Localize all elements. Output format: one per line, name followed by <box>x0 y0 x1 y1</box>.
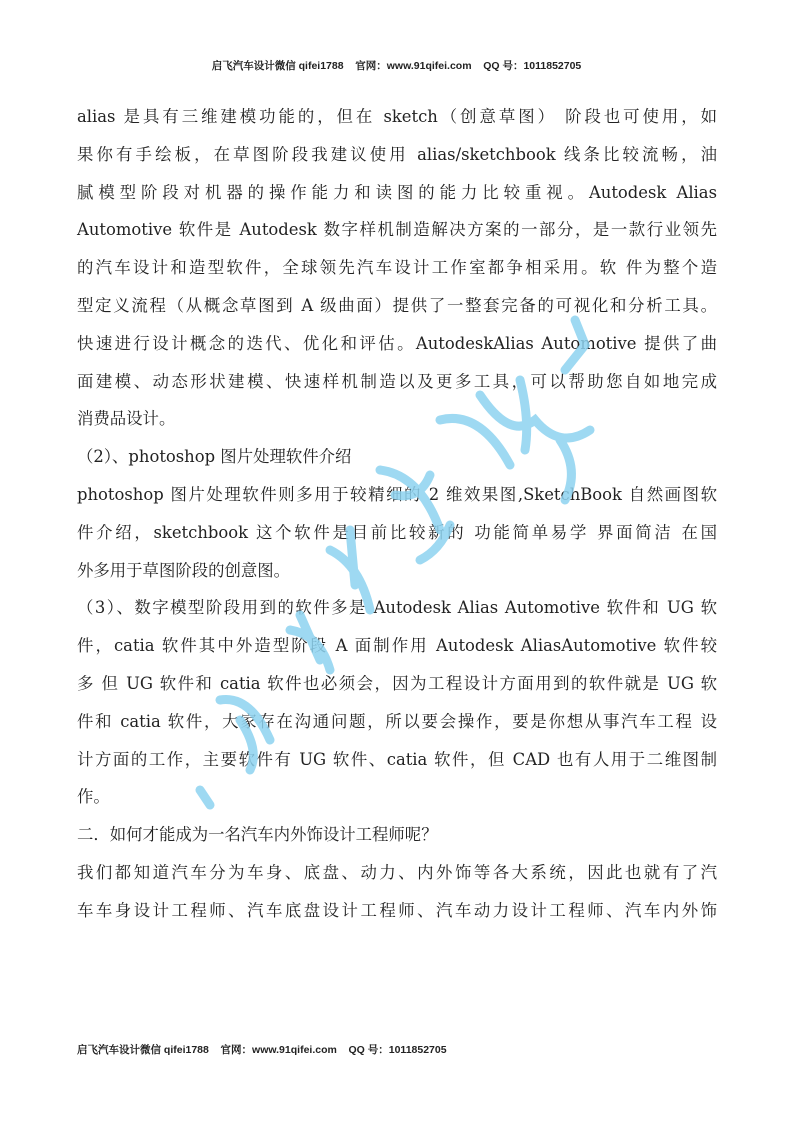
text-line: 面建模、动态形状建模、快速样机制造以及更多工具，可以帮助您自如地完成 <box>77 371 717 391</box>
text-line: 我们都知道汽车分为车身、底盘、动力、内外饰等各大系统，因此也就有了汽 <box>77 862 717 882</box>
text-line: （3）、数字模型阶段用到的软件多是 Autodesk Alias Automotive 软件和 UG 软 <box>77 598 717 618</box>
text-line: 外多用于草图阶段的创意图。 <box>77 560 291 580</box>
text-line: 腻模型阶段对机器的操作能力和读图的能力比较重视。Autodesk Alias <box>77 182 717 202</box>
text-line: 快速进行设计概念的迭代、优化和评估。AutodeskAlias Automotive 提供了曲 <box>77 333 717 353</box>
text-line: 果你有手绘板，在草图阶段我建议使用 alias/sketchbook 线条比较流畅，油 <box>77 144 717 164</box>
text-line: 件，catia 软件其中外造型阶段 A 面制作用 Autodesk AliasAutomotive 软件较 <box>77 636 717 656</box>
body-text <box>77 98 717 930</box>
section-heading: 二．如何才能成为一名汽车内外饰设计工程师呢？ <box>77 825 438 845</box>
page-footer: 启飞汽车设计微信 qifei1788 官网：www.91qifei.com QQ 号：1011852705 <box>77 1044 447 1056</box>
text-line: photoshop 图片处理软件则多用于较精细的 2 维效果图,SketchBook 自然画图软 <box>77 484 717 504</box>
text-line: 作。 <box>77 787 110 807</box>
page-header: 启飞汽车设计微信 qifei1788 官网：www.91qifei.com QQ 号：1011852705 <box>211 60 582 72</box>
text-line: 件介绍，sketchbook 这个软件是目前比较新的 功能简单易学 界面简洁 在国 <box>77 522 717 542</box>
text-line: 计方面的工作，主要软件有 UG 软件、catia 软件，但 CAD 也有人用于二维图制 <box>77 749 717 769</box>
text-line: 车车身设计工程师、汽车底盘设计工程师、汽车动力设计工程师、汽车内外饰 <box>77 900 717 920</box>
text-line: 消费品设计。 <box>77 409 176 429</box>
text-line: Automotive 软件是 Autodesk 数字样机制造解决方案的一部分，是一款行业领先 <box>77 220 717 240</box>
text-line: 多 但 UG 软件和 catia 软件也必须会，因为工程设计方面用到的软件就是 UG 软 <box>77 673 717 693</box>
text-line: alias 是具有三维建模功能的，但在 sketch（创意草图） 阶段也可使用，如 <box>77 107 717 126</box>
section-heading: （2）、photoshop 图片处理软件介绍 <box>77 447 352 467</box>
text-line: 的汽车设计和造型软件，全球领先汽车设计工作室都争相采用。软 件为整个造 <box>77 258 717 278</box>
text-line: 型定义流程（从概念草图到 A 级曲面）提供了一整套完备的可视化和分析工具。 <box>77 295 717 315</box>
text-line: 件和 catia 软件，大家存在沟通问题，所以要会操作，要是你想从事汽车工程 设 <box>77 711 717 731</box>
